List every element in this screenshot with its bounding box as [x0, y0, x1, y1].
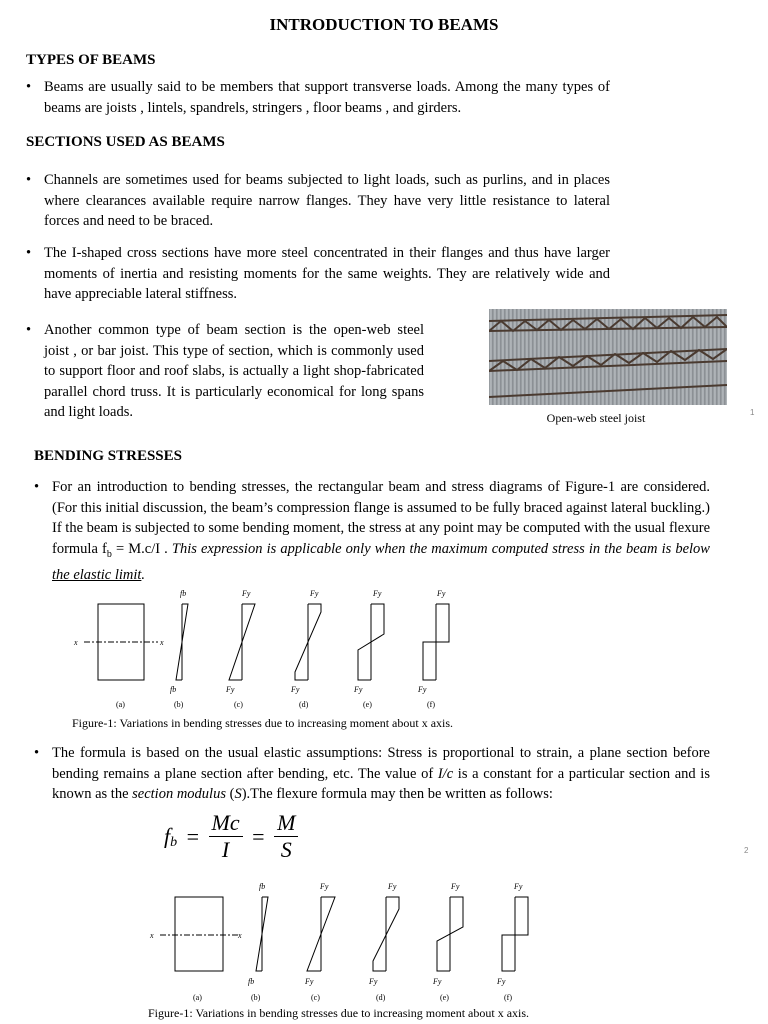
types-bullet — [26, 77, 610, 118]
sections-text-1: Channels are sometimes used for beams subjected to light loads, such as purlins, and in places where clearances available require narrow flanges. They have very little resistance to lateral forces and need to be braced. — [44, 172, 610, 229]
bending-heading: BENDING STRESSES — [34, 448, 182, 464]
panel-label-b: (b) — [174, 700, 184, 709]
bullet-icon: • — [34, 479, 40, 495]
top-label-e: Fy — [373, 589, 382, 598]
panel-label-a: (a) — [193, 993, 202, 1002]
panel-label-f: (f) — [504, 993, 512, 1002]
sections-text-2: The I-shaped cross sections have more steel concentrated in their flanges and thus have larger moments of inertia and resisting moments for the same weights. They are relatively wide and have appreciable lateral stiffness. — [44, 245, 610, 302]
bottom-label-f: Fy — [497, 977, 506, 986]
joist-photo — [489, 309, 727, 405]
bending-bullet-2 — [34, 743, 710, 805]
bottom-label-e: Fy — [433, 977, 442, 986]
sections-text-3: Another common type of beam section is the open-web steel joist , or bar joist. This type of section, which is commonly used to support floor and roof slabs, is actually a light shop-fabricated parallel chord truss. It is particularly economical for long spans and light loads. — [44, 322, 424, 420]
panel-label-b: (b) — [251, 993, 261, 1002]
bottom-label-c: Fy — [305, 977, 314, 986]
fraction-mc-over-i: $\frac{Mc}{I}$ — [209, 810, 243, 863]
panel-label-a: (a) — [116, 700, 125, 709]
bottom-label-d: Fy — [291, 685, 300, 694]
figure-caption-2: Figure-1: Variations in bending stresses due to increasing moment about x axis. — [148, 1006, 530, 1020]
bottom-label-b: fb — [170, 685, 177, 694]
top-label-b: fb — [180, 589, 187, 598]
beam-section-rect — [175, 897, 223, 971]
types-heading: TYPES OF BEAMS — [26, 52, 156, 68]
top-label-c: Fy — [242, 589, 251, 598]
bending-text-1: For an introduction to bending stresses, the rectangular beam and stress diagrams of Figure-1 are considered. (For this initial discussion, the beam’s compression flange is assumed to be fully braced against lateral buckling.) If the beam is subjected to some bending moment, the stress at any point may be computed with the usual flexure formula $f_b = M.c/I$ . This expression is applicable only when the maximum computed stress in the beam is below the elastic limit. — [52, 479, 710, 583]
sections-bullet-3 — [26, 320, 424, 423]
bullet-icon: • — [34, 745, 40, 761]
top-label-f: Fy — [437, 589, 446, 598]
bending-bullet-1 — [34, 477, 710, 585]
figure-caption-1: Figure-1: Variations in bending stresses due to increasing moment about x axis. — [72, 716, 454, 730]
types-text: Beams are usually said to be members that support transverse loads. Among the many types of beams are joists , lintels, spandrels, stringers , floor beams , and girders. — [44, 79, 610, 116]
page-title: INTRODUCTION TO BEAMS — [269, 15, 499, 34]
page-number-2: 2 — [744, 846, 749, 855]
panel-label-f: (f) — [427, 700, 435, 709]
stress-figure-1 — [70, 586, 470, 712]
top-label-d: Fy — [310, 589, 319, 598]
bending-text-2: The formula is based on the usual elastic assumptions: Stress is proportional to strain, a plane section before bending remains a plane section after bending, etc. The value of I/c is a constant for a particular section and is known as the section modulus (S).The flexure formula may then be written as follows: — [52, 745, 710, 802]
bottom-label-c: Fy — [226, 685, 235, 694]
bullet-icon: • — [26, 322, 32, 338]
stress-figure-2 — [148, 877, 548, 1007]
panel-label-d: (d) — [299, 700, 309, 709]
panel-label-e: (e) — [363, 700, 372, 709]
page-number-1: 1 — [750, 408, 755, 417]
photo-caption: Open-web steel joist — [546, 411, 646, 425]
panel-label-c: (c) — [311, 993, 320, 1002]
panel-label-d: (d) — [376, 993, 386, 1002]
panel-label-e: (e) — [440, 993, 449, 1002]
fraction-m-over-s: $\frac{M}{S}$ — [274, 810, 298, 863]
equals-sign-1: = — [186, 823, 200, 849]
bullet-icon: • — [26, 79, 32, 95]
axis-label-left: x — [74, 638, 78, 647]
sections-bullet-1 — [26, 170, 610, 232]
axis-label-right: x — [160, 638, 164, 647]
axis-label-left: x — [150, 931, 154, 940]
sections-bullet-2 — [26, 243, 610, 305]
bullet-icon: • — [26, 245, 32, 261]
bullet-icon: • — [26, 172, 32, 188]
bottom-label-f: Fy — [418, 685, 427, 694]
bottom-label-d: Fy — [369, 977, 378, 986]
top-label-e: Fy — [451, 882, 460, 891]
bottom-label-b: fb — [248, 977, 255, 986]
bottom-label-e: Fy — [354, 685, 363, 694]
sections-heading: SECTIONS USED AS BEAMS — [26, 134, 225, 150]
joist-truss-drawing — [489, 309, 727, 405]
flexure-formula: $f_b$ = $\frac{Mc}{I}$ = $\frac{M}{S}$ — [164, 810, 298, 863]
top-label-d: Fy — [388, 882, 397, 891]
top-label-c: Fy — [320, 882, 329, 891]
equals-sign-2: = — [252, 823, 265, 849]
top-label-f: Fy — [514, 882, 523, 891]
axis-label-right: x — [238, 931, 242, 940]
panel-label-c: (c) — [234, 700, 243, 709]
top-label-b: fb — [259, 882, 266, 891]
